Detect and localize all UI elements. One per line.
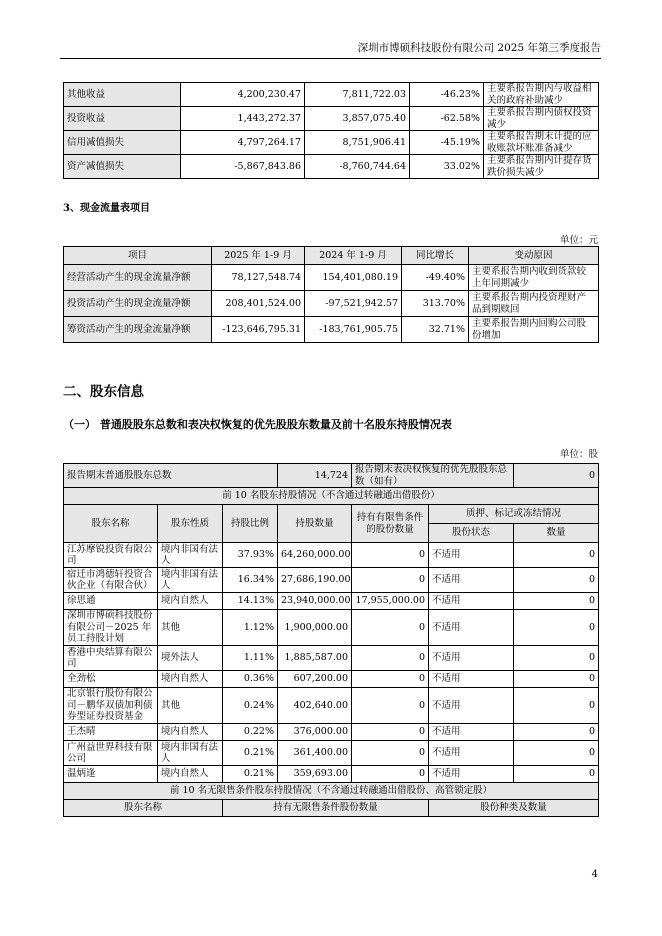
row-reason: 主要系报告期内计提存货跌价损失减少 [484,155,599,179]
shareholder-nature: 其他 [158,688,223,724]
restricted-qty: 0 [352,688,429,724]
total-holders-value: 14,724 [278,464,352,488]
share-count: 0 [514,671,599,688]
shareholder-nature: 境内自然人 [158,671,223,688]
table-row [64,783,599,800]
table-row [64,610,599,646]
col-share-count: 数量 [514,524,599,543]
shareholder-nature: 境内自然人 [158,766,223,783]
shareholder-nature: 境内非国有法人 [158,568,223,593]
shareholder-name: 徐思通 [64,593,158,610]
preferred-holders-value: 0 [514,464,599,488]
holding-ratio: 1.11% [223,646,278,671]
table-row [64,593,599,610]
cashflow-current-value: 78,127,548.74 [212,265,305,291]
row-current-value: 1,443,272.37 [181,107,305,131]
holding-qty: 402,640.00 [278,688,352,724]
row-item: 信用减值损失 [64,131,181,155]
row-current-value: -5,867,843.86 [181,155,305,179]
shareholder-name: 宿迁市鸿德轩投资合伙企业（有限合伙） [64,568,158,593]
share-status: 不适用 [429,646,514,671]
col-holding-ratio: 持股比例 [223,505,278,543]
restricted-qty: 0 [352,646,429,671]
table-row [64,543,599,568]
share-status: 不适用 [429,610,514,646]
section-title: 二、股东信息 [63,384,144,400]
row-change-pct: -46.23% [410,83,484,107]
holding-ratio: 14.13% [223,593,278,610]
shareholder-nature: 境外法人 [158,646,223,671]
shareholder-unit: 单位：股 [559,449,598,460]
holding-qty: 376,000.00 [278,724,352,741]
restricted-qty: 0 [352,741,429,766]
row-prior-value: -8,760,744.64 [305,155,410,179]
col-shareholder-nature: 股东性质 [158,505,223,543]
share-status: 不适用 [429,543,514,568]
restricted-qty: 0 [352,610,429,646]
cashflow-heading: 3、现金流量表项目 [63,203,150,214]
table-row [64,568,599,593]
row-item: 其他收益 [64,83,181,107]
col-share-status: 股份状态 [429,524,514,543]
restricted-qty: 0 [352,568,429,593]
row-current-value: 4,797,264.17 [181,131,305,155]
cashflow-table [63,246,599,343]
table-row [64,83,599,107]
holding-ratio: 0.24% [223,688,278,724]
table-row [64,317,599,343]
share-count: 0 [514,688,599,724]
row-item: 投资收益 [64,107,181,131]
shareholder-name: 全劲松 [64,671,158,688]
col-shareholder-name: 股东名称 [64,505,158,543]
holding-ratio: 0.21% [223,766,278,783]
table-row [64,800,599,817]
row-item: 资产减值损失 [64,155,181,179]
shareholder-name: 江苏摩锐投资有限公司 [64,543,158,568]
restricted-qty: 0 [352,671,429,688]
share-count: 0 [514,766,599,783]
shareholder-name: 广州益世界科技有限公司 [64,741,158,766]
share-count: 0 [514,543,599,568]
holding-qty: 607,200.00 [278,671,352,688]
cashflow-reason: 主要系报告期内投资理财产品到期赎回 [469,291,599,317]
row-prior-value: 3,857,075.40 [305,107,410,131]
table-row [64,291,599,317]
share-count: 0 [514,568,599,593]
table-row [64,265,599,291]
shareholder-name: 北京银行股份有限公司－鹏华双债加利债券型证券投资基金 [64,688,158,724]
table-row [64,688,599,724]
cashflow-current-value: 208,401,524.00 [212,291,305,317]
row-change-pct: 33.02% [410,155,484,179]
table-row [64,155,599,179]
share-status: 不适用 [429,741,514,766]
restricted-qty: 0 [352,766,429,783]
cashflow-header-prior: 2024 年 1-9 月 [305,247,402,265]
cashflow-header-current: 2025 年 1-9 月 [212,247,305,265]
share-status: 不适用 [429,724,514,741]
cashflow-reason: 主要系报告期内回购公司股份增加 [469,317,599,343]
cashflow-item: 筹资活动产生的现金流量净额 [64,317,212,343]
shareholders-table [63,463,599,817]
cashflow-reason: 主要系报告期内收到货款较上年同期减少 [469,265,599,291]
holding-qty: 361,400.00 [278,741,352,766]
row-reason: 主要系报告期内债权投资减少 [484,107,599,131]
share-count: 0 [514,593,599,610]
holding-ratio: 0.36% [223,671,278,688]
cashflow-header-change: 同比增长 [402,247,469,265]
shareholder-nature: 境内自然人 [158,593,223,610]
total-holders-label: 报告期末普通股股东总数 [64,464,278,488]
unrestricted-col-qty: 持有无限售条件股份数量 [223,800,429,817]
cashflow-unit: 单位：元 [559,235,598,246]
row-prior-value: 7,811,722.03 [305,83,410,107]
cashflow-item: 投资活动产生的现金流量净额 [64,291,212,317]
shareholder-name: 深圳市博硕科技股份有限公司－2025 年员工持股计划 [64,610,158,646]
row-reason: 主要系报告期内与收益相关的政府补助减少 [484,83,599,107]
holding-qty: 1,885,587.00 [278,646,352,671]
table-row [64,671,599,688]
share-status: 不适用 [429,593,514,610]
row-change-pct: -62.58% [410,107,484,131]
share-status: 不适用 [429,688,514,724]
share-count: 0 [514,646,599,671]
holding-qty: 27,686,190.00 [278,568,352,593]
table-row [64,646,599,671]
unrestricted-col-name: 股东名称 [64,800,223,817]
unrestricted-title: 前 10 名无限售条件股东持股情况（不含通过转融通出借股份、高管锁定股） [64,783,599,800]
table-row [64,724,599,741]
holding-qty: 359,693.00 [278,766,352,783]
row-reason: 主要系报告期末计提的应收账款坏账准备减少 [484,131,599,155]
holding-qty: 1,900,000.00 [278,610,352,646]
holding-ratio: 0.22% [223,724,278,741]
unrestricted-col-type: 股份种类及数量 [429,800,599,817]
restricted-qty: 17,955,000.00 [352,593,429,610]
restricted-qty: 0 [352,543,429,568]
income-items-table [63,82,599,179]
holding-ratio: 0.21% [223,741,278,766]
holding-ratio: 1.12% [223,610,278,646]
cashflow-header-item: 项目 [64,247,212,265]
preferred-holders-label: 报告期末表决权恢复的优先股股东总数（如有） [352,464,514,488]
shareholder-nature: 境内非国有法人 [158,543,223,568]
shareholder-name: 温炳逢 [64,766,158,783]
holding-qty: 23,940,000.00 [278,593,352,610]
cashflow-item: 经营活动产生的现金流量净额 [64,265,212,291]
cashflow-prior-value: -183,761,905.75 [305,317,402,343]
table-row [64,766,599,783]
top10-title: 前 10 名股东持股情况（不含通过转融通出借股份） [64,488,599,505]
cashflow-change-pct: 32.71% [402,317,469,343]
cashflow-prior-value: 154,401,080.19 [305,265,402,291]
share-status: 不适用 [429,568,514,593]
row-prior-value: 8,751,906.41 [305,131,410,155]
shareholder-nature: 境内非国有法人 [158,741,223,766]
holding-qty: 64,260,000.00 [278,543,352,568]
share-count: 0 [514,724,599,741]
shareholder-name: 王杰晴 [64,724,158,741]
holding-ratio: 37.93% [223,543,278,568]
cashflow-current-value: -123,646,795.31 [212,317,305,343]
shareholder-nature: 其他 [158,610,223,646]
table-row [64,741,599,766]
table-row [64,131,599,155]
page-header: 深圳市博硕科技股份有限公司 2025 年第三季度报告 [60,40,601,59]
share-status: 不适用 [429,671,514,688]
shareholder-name: 香港中央结算有限公司 [64,646,158,671]
cashflow-prior-value: -97,521,942.57 [305,291,402,317]
holding-ratio: 16.34% [223,568,278,593]
restricted-qty: 0 [352,724,429,741]
shareholder-nature: 境内自然人 [158,724,223,741]
share-count: 0 [514,741,599,766]
row-current-value: 4,200,230.47 [181,83,305,107]
section-subtitle: （一） 普通股股东总数和表决权恢复的优先股股东数量及前十名股东持股情况表 [63,418,452,431]
cashflow-change-pct: 313.70% [402,291,469,317]
cashflow-change-pct: -49.40% [402,265,469,291]
col-pledge-status: 质押、标记或冻结情况 [429,505,599,524]
col-holding-qty: 持股数量 [278,505,352,543]
cashflow-header-reason: 变动原因 [469,247,599,265]
col-restricted-qty: 持有有限售条件的股份数量 [352,505,429,543]
share-count: 0 [514,610,599,646]
page-number: 4 [591,869,598,880]
table-row [64,107,599,131]
row-change-pct: -45.19% [410,131,484,155]
share-status: 不适用 [429,766,514,783]
